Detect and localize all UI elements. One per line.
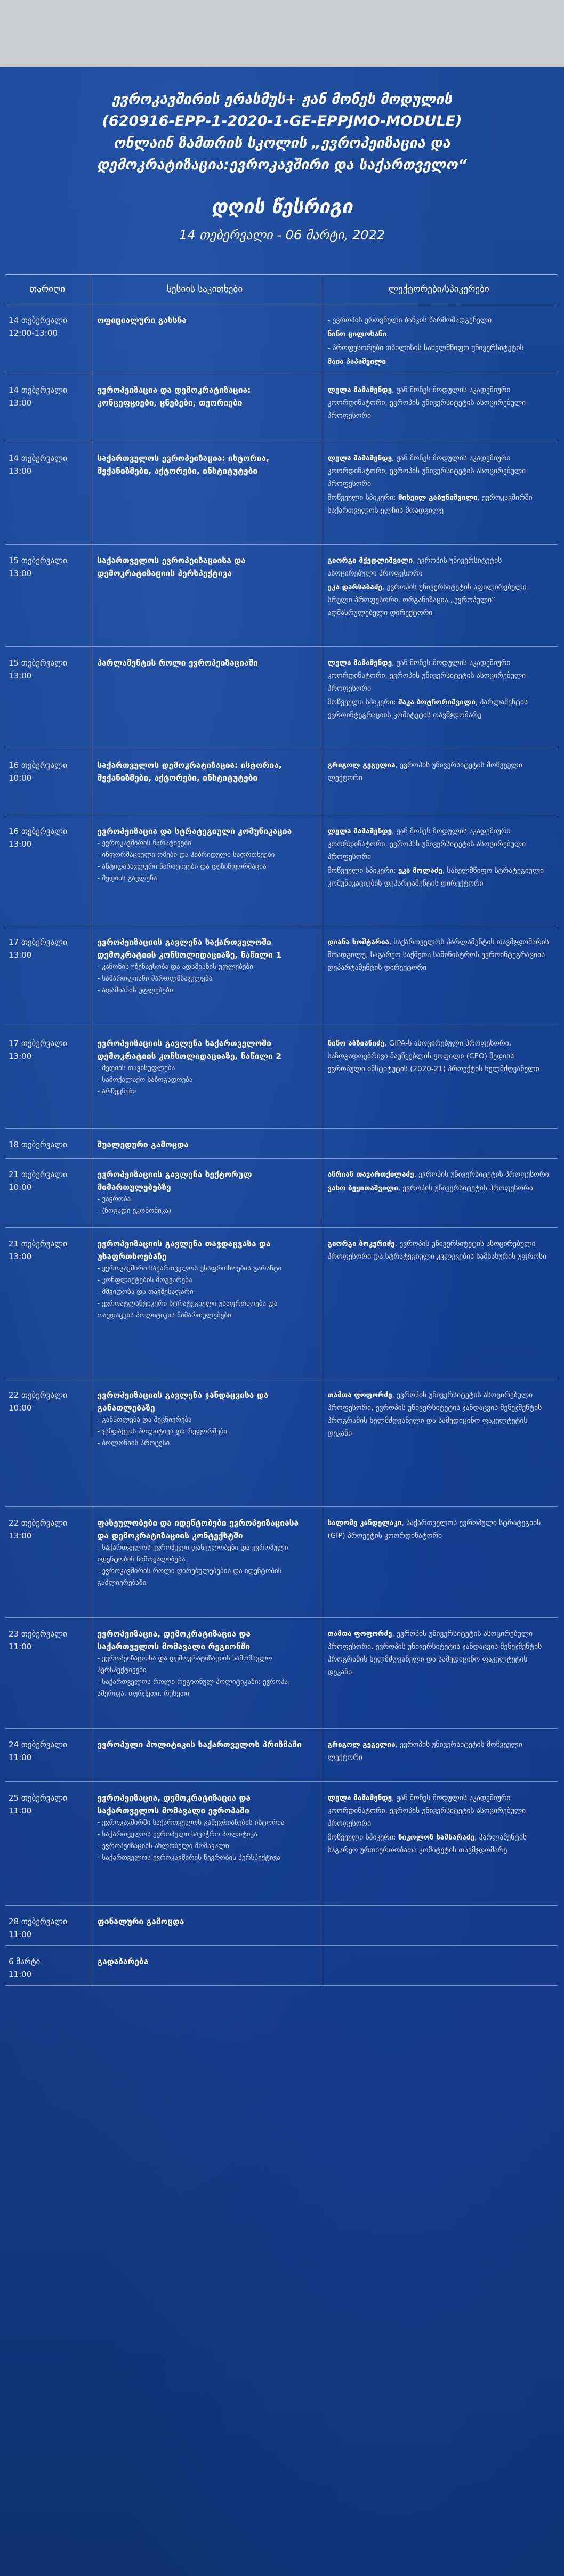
session-date: 17 თებერვალი: [9, 1039, 67, 1048]
session-date: 17 თებერვალი: [9, 937, 67, 947]
lecturer-name: გრიგოლ გეგელია: [327, 761, 396, 769]
agenda-row: [5, 749, 558, 815]
lecturer-entry: [328, 581, 551, 619]
lecturer-detail: , ჟან მონეს მოდულის აკადემიური კოორდინატორი, ევროპის უნივერსიტეტის ასოცირებული პროფესორი: [327, 827, 526, 861]
session-topic: ევროპეიზაციის გავლენა სექტორულ მიმართულებებზე: [97, 1170, 252, 1192]
lecturer-detail: მოწვეული სპიკერი:: [327, 866, 398, 875]
session-date: 22 თებერვალი: [9, 1390, 67, 1400]
lecturer-entry: [328, 936, 551, 974]
session-date-cell: [5, 1729, 90, 1782]
lecturer-detail: , ევროპის უნივერსიტეტის პროფესორი: [398, 1184, 533, 1193]
session-date-cell: [5, 545, 90, 647]
lecturer-name: თამთა ფოფორძე: [327, 1391, 392, 1399]
session-subtopic: - მედიის გავლენა: [97, 874, 157, 882]
session-subtopic: - ევროატლანტიკური სტრატეგიული უსაფრთხოება და თავდაცვის პოლიტიკის მიმართულებები: [97, 1300, 278, 1319]
lecturer-entry: [328, 1792, 551, 1830]
agenda-row: [5, 1129, 558, 1159]
session-date: 13:00: [9, 569, 32, 578]
program-title-line: ონლაინ ზამთრის სკოლის „ევროპეიზაცია და: [114, 135, 450, 151]
lecturer-entry: [328, 825, 551, 863]
session-date: 12:00-13:00: [9, 328, 58, 338]
session-date: 11:00: [9, 1930, 32, 1939]
session-date-cell: [5, 926, 90, 1027]
session-date: 11:00: [9, 1753, 32, 1762]
agenda-row: [5, 1159, 558, 1228]
session-topic-cell: [90, 1129, 320, 1159]
lecturer-name: მაკა ბოტჩორიშვილი: [398, 698, 476, 707]
session-date: 16 თებერვალი: [9, 827, 67, 836]
session-date: 13:00: [9, 671, 32, 681]
session-topic-cell: [90, 1946, 320, 1986]
session-subtopic: - არჩევნები: [97, 1088, 136, 1096]
session-topic: შუალედური გამოცდა: [97, 1140, 189, 1149]
lecturer-name: ვახო ბეჟითაშვილი: [327, 1184, 398, 1193]
lecturer-entry: [328, 1182, 551, 1195]
session-lecturers-cell: [320, 1027, 558, 1129]
session-date: 10:00: [9, 1182, 32, 1192]
session-lecturers-cell: [320, 442, 558, 545]
session-subtopic: - საქართველოს ევროპული სავაჭრო პოლიტიკა: [97, 1830, 257, 1838]
session-topic-cell: [90, 1228, 320, 1379]
session-topic: ფასეულობები და იდენტობები ევროპეიზაციასა და დემოკრატიზაციის კონტექსტში: [97, 1518, 299, 1541]
agenda-header: [0, 67, 564, 242]
session-lecturers-cell: [320, 1946, 558, 1986]
session-lecturers-cell: [320, 374, 558, 442]
session-date: 11:00: [9, 1642, 32, 1651]
session-topic: პარლამენტის როლი ევროპეიზაციაში: [97, 658, 258, 668]
session-lecturers-cell: [320, 749, 558, 815]
lecturer-detail: - ევროპის ეროვნული ბანკის წარმომადგენელი: [327, 316, 492, 325]
agenda-row: [5, 1507, 558, 1618]
session-date-cell: [5, 442, 90, 545]
lecturer-detail: , ევროპის უნივერსიტეტის პროფესორი: [414, 1170, 549, 1179]
lecturer-detail: , ევროკავშირში საქართველოს ელჩის მოადგილე: [327, 493, 533, 515]
session-date: 14 თებერვალი: [9, 453, 67, 463]
session-date: 23 თებერვალი: [9, 1629, 67, 1639]
session-date: 13:00: [9, 1531, 32, 1541]
lecturer-name: ლელა მამამენდე: [327, 386, 392, 394]
session-subtopic: - ევროკავშირის როლი ღირებულებების და იდენტობის გაძლიერებაში: [97, 1567, 282, 1587]
agenda-row: [5, 1027, 558, 1129]
lecturer-name: თამთა ფოფორძე: [327, 1630, 392, 1638]
session-topic-cell: [90, 1782, 320, 1906]
session-date-cell: [5, 1906, 90, 1946]
lecturer-detail: , პარლამენტის საგარეო ურთიერთობათა კომიტეტის თავმჯდომარე: [327, 1833, 527, 1854]
session-date-cell: [5, 1782, 90, 1906]
session-topic: ოფიციალური გახსნა: [97, 315, 187, 325]
lecturer-entry: [328, 1389, 551, 1440]
session-subtopic: - ანტიდასავლური ნარატივები და დეზინფორმაცია: [97, 863, 267, 871]
lecturer-name: დიანა ხოშტარია: [327, 938, 389, 946]
session-lecturers-cell: [320, 1379, 558, 1507]
lecturer-name: ლელა მამამენდე: [327, 827, 392, 836]
session-lecturers-cell: [320, 1782, 558, 1906]
lecturer-name: ლელა მამამენდე: [327, 454, 392, 463]
lecturer-name: ანრიან თავართქილაძე: [327, 1170, 414, 1179]
session-date: 14 თებერვალი: [9, 385, 67, 395]
agenda-row: [5, 304, 558, 374]
session-subtopic: - საქართველოს ევროკავშირის წევრობის პერსპექტივა: [97, 1854, 280, 1862]
lecturer-detail: , ჟან მონეს მოდულის აკადემიური კოორდინატორი, ევროპის უნივერსიტეტის ასოცირებული პროფესორი: [327, 386, 526, 420]
program-title-line: (620916-EPP-1-2020-1-GE-EPPJMO-MODULE): [102, 113, 462, 129]
lecturer-detail: მოწვეული სპიკერი:: [327, 698, 398, 707]
lecturer-detail: , სახელმწიფო სტრატეგიული კომუნიკაციების დეპარტამენტის დირექტორი: [327, 866, 544, 888]
lecturer-name: სალომე კანდელაკი: [327, 1519, 402, 1527]
session-subtopic: - საქართველოს ევროპული ფასეულობები და ევროპული იდენტობის ჩამოყალიბება: [97, 1544, 288, 1564]
session-subtopic: - ევროკავშირის ნარატივები: [97, 839, 191, 847]
agenda-row: [5, 1618, 558, 1729]
session-topic-cell: [90, 1618, 320, 1729]
session-lecturers-cell: [320, 1507, 558, 1618]
session-lecturers-cell: [320, 926, 558, 1027]
lecturer-detail: , საქართველოს პარლამენტის თავმჯდომარის მოადგილე, საგარეო საქმეთა სამინისტროს ევროინტეგრაციის დეპარტამენტის დირექტორი: [327, 938, 549, 972]
session-lecturers-cell: [320, 304, 558, 374]
lecturer-detail: , ევროპის უნივერსიტეტის ასოცირებული პროფესორი, ევროპის უნივერსიტეტის ჯანდაცვის მენეჯმენტის პროგრამის ხელმძღვანელი და სამედიცინო ფაკულტეტის დეკანი: [327, 1630, 542, 1676]
session-subtopic: - სამართლიანი მართლმსაჯულება: [97, 975, 213, 983]
session-date: 13:00: [9, 1252, 32, 1261]
session-topic: ფინალური გამოცდა: [97, 1917, 184, 1926]
session-date: 13:00: [9, 398, 32, 408]
session-subtopic: - ბოლონიის პროცესი: [97, 1439, 170, 1447]
agenda-row: [5, 1906, 558, 1946]
session-topic-cell: [90, 1507, 320, 1618]
session-subtopic: - ვაჭრობა: [97, 1195, 131, 1203]
session-lecturers-cell: [320, 1159, 558, 1228]
agenda-row: [5, 926, 558, 1027]
lecturer-entry: [328, 1831, 551, 1857]
program-title-line: დემოკრატიზაცია:ევროკავშირი და საქართველო“: [96, 157, 468, 173]
lecturer-entry: [328, 1037, 551, 1075]
session-topic: ევროპეიზაციის გავლენა საქართველოში დემოკრატიის კონსოლიდაციაზე, ნაწილი 2: [97, 1039, 281, 1061]
lecturer-entry: [328, 1517, 551, 1542]
agenda-header-row: [5, 275, 558, 304]
session-lecturers-cell: [320, 647, 558, 749]
session-date-cell: [5, 1159, 90, 1228]
session-date: 28 თებერვალი: [9, 1917, 67, 1926]
session-topic-cell: [90, 545, 320, 647]
lecturer-name: ნინო ცილოსანი: [327, 330, 387, 338]
agenda-subtitle: დღის წესრიგი: [211, 196, 353, 218]
session-lecturers-cell: [320, 815, 558, 926]
session-topic-cell: [90, 1906, 320, 1946]
session-date: 11:00: [9, 1970, 32, 1979]
session-topic-cell: [90, 749, 320, 815]
program-title-line: ევროკავშირის ერასმუს+ ჟან მონეს მოდულის: [112, 91, 452, 108]
session-subtopic: - განათლება და მეცნიერება: [97, 1416, 192, 1424]
agenda-row: [5, 1782, 558, 1906]
top-bar: [0, 0, 564, 67]
lecturer-detail: , ევროპის უნივერსიტეტის აფილირებული სრული პროფესორი, ორგანიზაცია „ევროპული“ აღმასრულებელი დირექტორი: [327, 583, 527, 617]
lecturer-entry: [328, 1627, 551, 1679]
session-date: 13:00: [9, 839, 32, 849]
session-subtopic: - ევროპეიზაციის ახლობელი მომავალი: [97, 1842, 229, 1850]
session-topic: გადაბარება: [97, 1957, 149, 1966]
session-topic-cell: [90, 926, 320, 1027]
lecturer-name: ეკა მოლაძე: [398, 866, 442, 875]
agenda-row: [5, 1228, 558, 1379]
session-lecturers-cell: [320, 1729, 558, 1782]
lecturer-entry: [328, 657, 551, 695]
lecturer-entry: [328, 1168, 551, 1181]
agenda-row: [5, 374, 558, 442]
session-date-cell: [5, 1027, 90, 1129]
session-date: 10:00: [9, 1403, 32, 1413]
lecturer-detail: - პროფესორები თბილისის სახელმწიფო უნივერსიტეტის: [327, 344, 524, 352]
lecturer-entry: [328, 1738, 551, 1764]
lecturer-detail: , ევროპის უნივერსიტეტის ასოცირებული პროფესორი: [327, 556, 502, 578]
session-lecturers-cell: [320, 1906, 558, 1946]
lecturer-entry: [328, 864, 551, 890]
session-subtopic: - მშვიდობა და თავშესაფარი: [97, 1288, 194, 1296]
session-subtopic: - (ზოგადი ეკონომიკა): [97, 1207, 172, 1215]
session-lecturers-cell: [320, 1618, 558, 1729]
session-date-cell: [5, 304, 90, 374]
session-subtopic: - ადამიანის უფლებები: [97, 986, 173, 994]
lecturer-entry: [328, 491, 551, 517]
lecturer-name: მაია პაპაშვილი: [327, 358, 386, 366]
session-date: 21 თებერვალი: [9, 1170, 67, 1179]
session-topic-cell: [90, 1729, 320, 1782]
session-topic: საქართველოს ევროპეიზაცია: ისტორია, მექანიზმები, აქტორები, ინსტიტუტები: [97, 453, 269, 476]
session-lecturers-cell: [320, 1228, 558, 1379]
lecturer-entry: [328, 1237, 551, 1263]
session-topic-cell: [90, 1027, 320, 1129]
column-header-lecturers: ლექტორები/სპიკერები: [320, 275, 558, 304]
lecturer-name: მიხეილ გაბუნიშვილი: [398, 493, 478, 502]
agenda-row: [5, 545, 558, 647]
lecturer-name: ნიკოლოზ სამხარაძე: [398, 1833, 474, 1842]
session-date: 13:00: [9, 466, 32, 476]
session-date-cell: [5, 749, 90, 815]
lecturer-name: გიორგი ბოკერიძე: [327, 1240, 395, 1248]
session-date: 25 თებერვალი: [9, 1793, 67, 1803]
session-topic: ევროპეიზაციის გავლენა თავდაცვასა და უსაფრთხოებაზე: [97, 1239, 271, 1261]
session-topic: საქართველოს დემოკრატიზაცია: ისტორია, მექანიზმები, აქტორები, ინსტიტუტები: [97, 760, 282, 783]
session-subtopic: - საქართველოს როლი რეგიონულ პოლიტიკაში: ევროპა, ამერიკა, თურქეთი, რუსეთი: [97, 1678, 291, 1698]
session-subtopic: - ევროკავშირი საქართველოს უსაფრთხოების გარანტი: [97, 1265, 282, 1273]
session-date-cell: [5, 1507, 90, 1618]
agenda-row: [5, 1946, 558, 1986]
session-date-cell: [5, 815, 90, 926]
lecturer-detail: , GIPA-ს ასოცირებული პროფესორი, საზოგადოებრივი მაუწყებლის ყოფილი (CEO) მედიის ევროპული ინსტიტუტის (2020-21) პროექტის ხელმძღვანელი: [327, 1039, 539, 1073]
session-topic-cell: [90, 1159, 320, 1228]
lecturer-name: ლელა მამამენდე: [327, 659, 392, 667]
session-date: 15 თებერვალი: [9, 658, 67, 668]
session-date: 16 თებერვალი: [9, 760, 67, 770]
lecturer-entry: [328, 696, 551, 722]
lecturer-entry: [328, 355, 551, 368]
session-topic: ევროპეიზაციის გავლენა საქართველოში დემოკრატიის კონსოლიდაციაზე, ნაწილი 1: [97, 937, 281, 960]
lecturer-entry: [328, 759, 551, 784]
session-subtopic: - ჯანდაცვის პოლიტიკა და რეფორმები: [97, 1428, 228, 1436]
lecturer-name: ეკა დარსაბაძე: [327, 583, 382, 592]
session-subtopic: - კანონის უზენაესობა და ადამიანის უფლებები: [97, 963, 253, 971]
lecturer-name: გრიგოლ გეგელია: [327, 1740, 396, 1749]
session-topic-cell: [90, 304, 320, 374]
lecturer-entry: [328, 314, 551, 327]
agenda-table: [5, 274, 558, 1986]
session-subtopic: - ევროპეიზაციისა და დემოკრატიზაციის სამომავლო პერსპექტივები: [97, 1655, 272, 1674]
session-topic: ევროპეიზაცია, დემოკრატიზაცია და საქართველოს მომავალი რეგიონში: [97, 1629, 251, 1651]
session-subtopic: - კონფლიქტების მოგვარება: [97, 1276, 192, 1284]
lecturer-detail: მოწვეული სპიკერი:: [327, 1833, 398, 1842]
agenda-row: [5, 647, 558, 749]
session-subtopic: - ინფორმაციული ომები და ჰიბრიდული საფრთხეები: [97, 851, 275, 859]
session-topic: ევროპეიზაციის გავლენა ჯანდაცვისა და განათლებაზე: [97, 1390, 269, 1413]
lecturer-detail: მოწვეული სპიკერი:: [327, 493, 398, 502]
session-lecturers-cell: [320, 545, 558, 647]
session-date: 14 თებერვალი: [9, 315, 67, 325]
session-topic-cell: [90, 815, 320, 926]
program-title: [42, 88, 522, 176]
session-lecturers-cell: [320, 1129, 558, 1159]
session-subtopic: - ევროკავშირში საქართველოს გაწევრიანების ისტორია: [97, 1819, 285, 1827]
lecturer-detail: , საქართველოს ევროპული სტრატეგიის (GIP) პროექტის კოორდინატორი: [327, 1519, 541, 1540]
session-date: 13:00: [9, 950, 32, 960]
lecturer-detail: , ევროპის უნივერსიტეტის მოწვეული ლექტორი: [327, 761, 522, 782]
session-date: 15 თებერვალი: [9, 556, 67, 565]
lecturer-entry: [328, 342, 551, 354]
lecturer-entry: [328, 554, 551, 580]
session-date-cell: [5, 374, 90, 442]
session-date: 11:00: [9, 1806, 32, 1816]
agenda-row: [5, 1729, 558, 1782]
session-topic-cell: [90, 1379, 320, 1507]
session-date: 24 თებერვალი: [9, 1740, 67, 1749]
lecturer-detail: , ევროპის უნივერსიტეტის მოწვეული ლექტორი: [327, 1740, 522, 1762]
session-topic: ევროპული პოლიტიკის საქართველოს პრიზმაში: [97, 1740, 302, 1749]
session-date: 22 თებერვალი: [9, 1518, 67, 1528]
session-topic-cell: [90, 647, 320, 749]
session-date-cell: [5, 1129, 90, 1159]
session-date-cell: [5, 647, 90, 749]
session-topic: საქართველოს ევროპეიზაციისა და დემოკრატიზაციის პერსპექტივა: [97, 556, 246, 578]
session-date: 21 თებერვალი: [9, 1239, 67, 1249]
agenda-row: [5, 442, 558, 545]
lecturer-detail: , ევროპის უნივერსიტეტის ასოცირებული პროფესორი, ევროპის უნივერსიტეტის ჯანდაცვის მენეჯმენტის პროგრამის ხელმძღვანელი და სამედიცინო ფაკულტეტის დეკანი: [327, 1391, 542, 1438]
lecturer-entry: [328, 328, 551, 341]
session-topic: ევროპეიზაცია და დემოკრატიზაცია: კონცეფციები, ცნებები, თეორიები: [97, 385, 251, 408]
session-topic-cell: [90, 442, 320, 545]
lecturer-name: ლელა მამამენდე: [327, 1794, 392, 1802]
column-header-topic: სესიის საკითხები: [90, 275, 320, 304]
lecturer-detail: , ჟან მონეს მოდულის აკადემიური კოორდინატორი, ევროპის უნივერსიტეტის ასოცირებული პროფესორი: [327, 1794, 526, 1828]
session-topic: ევროპეიზაცია და სტრატეგიული კომუნიკაცია: [97, 827, 292, 836]
lecturer-entry: [328, 452, 551, 490]
lecturer-detail: , ჟან მონეს მოდულის აკადემიური კოორდინატორი, ევროპის უნივერსიტეტის ასოცირებული პროფესორი: [327, 454, 526, 488]
lecturer-name: გიორგი მქედლიშვილი: [327, 556, 413, 565]
session-date-cell: [5, 1228, 90, 1379]
session-date: 6 მარტი: [9, 1957, 41, 1966]
session-date-cell: [5, 1379, 90, 1507]
lecturer-detail: , პარლამენტის ევროინტეგრაციის კომიტეტის თავმჯდომარე: [327, 698, 528, 719]
lecturer-entry: [328, 384, 551, 422]
session-topic-cell: [90, 374, 320, 442]
agenda-row: [5, 815, 558, 926]
session-date: 13:00: [9, 1051, 32, 1061]
agenda-row: [5, 1379, 558, 1507]
lecturer-name: ნინო აბზიანიძე: [327, 1039, 385, 1048]
session-subtopic: - მედიის თავისუფლება: [97, 1064, 175, 1072]
session-date-cell: [5, 1618, 90, 1729]
agenda-dates: 14 თებერვალი - 06 მარტი, 2022: [179, 228, 385, 242]
session-subtopic: - სამოქალაქო საზოგადოება: [97, 1076, 193, 1084]
session-date: 10:00: [9, 773, 32, 783]
session-date-cell: [5, 1946, 90, 1986]
lecturer-detail: , ევროპის უნივერსიტეტის ასოცირებული პროფესორი და სტრატეგიული კვლევების სამსახურის უფროსი: [327, 1240, 547, 1261]
session-topic: ევროპეიზაცია, დემოკრატიზაცია და საქართველოს მომავალი ევროპაში: [97, 1793, 251, 1816]
session-date: 18 თებერვალი: [9, 1140, 67, 1149]
lecturer-detail: , ჟან მონეს მოდულის აკადემიური კოორდინატორი, ევროპის უნივერსიტეტის ასოცირებული პროფესორი: [327, 659, 526, 693]
column-header-date: თარიღი: [5, 275, 90, 304]
